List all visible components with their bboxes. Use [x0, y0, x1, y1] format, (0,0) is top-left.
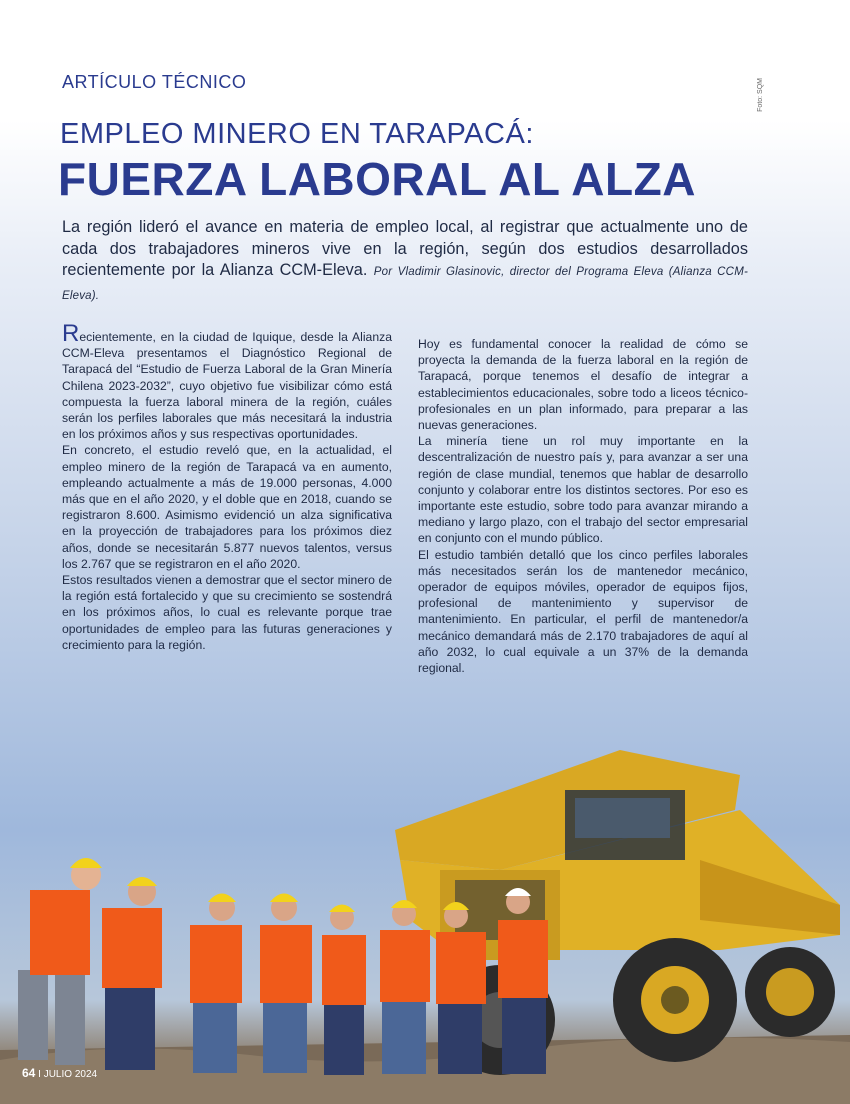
page-number: 64 — [22, 1066, 36, 1080]
paragraph-text: ecientemente, en la ciudad de Iquique, desde la Alianza CCM-Eleva presentamos el Diagnóstico Regional de Tarapacá del “Estudio de Fuerza Laboral de la Gran Minería Chilena 2023-2032”, cuyo objetivo fue visibilizar cómo está compuesta la fuerza laboral minera de la región, cuáles serán los perfiles laborales que más necesitará la industria en los próximos años y sus respectivas oportunidades. — [62, 330, 392, 442]
article-kicker: EMPLEO MINERO EN TARAPACÁ: — [60, 118, 534, 150]
page-footer — [22, 1066, 97, 1080]
paragraph: Estos resultados vienen a demostrar que el sector minero de la región está fortalecido y que su crecimiento se sostendrá en los próximos años, lo cual es relevante porque trae oportunidades de empleo para las futuras generaciones y crecimiento para la región. — [62, 573, 392, 652]
dropcap: R — [62, 320, 80, 347]
lead-text: La región lideró el avance en materia de empleo local, al registrar que actualmente uno de cada dos trabajadores mineros vive en la región, según dos estudios desarrollados recientemente por la Alianza CCM-Eleva. — [62, 218, 748, 279]
paragraph — [62, 320, 392, 442]
worker — [322, 905, 366, 1076]
worker — [260, 894, 312, 1074]
article-lead — [62, 217, 748, 307]
mining-photo — [0, 720, 850, 1104]
section-label: ARTÍCULO TÉCNICO — [62, 72, 247, 92]
issue-date: I JULIO 2024 — [38, 1069, 98, 1080]
paragraph: Hoy es fundamental conocer la realidad de cómo se proyecta la demanda de la fuerza laboral en la región de Tarapacá, porque tenemos el desafío de integrar a establecimientos educacionales, sobre todo a liceos técnico-profesionales en un plan informado, para preparar a las nuevas generaciones. — [418, 337, 748, 433]
body-column-left — [62, 320, 392, 653]
lead-byline: Por Vladimir Glasinovic, director del Programa Eleva (Alianza CCM-Eleva). — [62, 266, 748, 302]
photo-credit: Foto: SQM — [757, 78, 764, 112]
worker — [18, 858, 102, 1065]
paragraph: En concreto, el estudio reveló que, en la actualidad, el empleo minero de la región de Tarapacá va en aumento, empleando actualmente a más de 19.000 personas, 4.000 más que en el año 2020, y el doble que en 2018, cuando se registraron 8.600. Asimismo evidenció un alza significativa en la proyección de trabajadores para los próximos diez años, donde se necesitarán 5.877 nuevos talentos, versus los 2.767 que se registraron en el año 2020. — [62, 443, 392, 571]
article-headline: FUERZA LABORAL AL ALZA — [58, 153, 696, 205]
worker — [190, 894, 242, 1074]
paragraph: El estudio también detalló que los cinco perfiles laborales más necesitados serán los de mantenedor mecánico, operador de equipos móviles, operador de equipos fijos, profesional de mantenimiento y supervisor de mantenimiento. En particular, el perfil de mantenedor/a mecánico demandará más de 2.170 trabajadores de aquí al año 2032, lo cual equivale a un 37% de la demanda regional. — [418, 547, 748, 676]
paragraph: La minería tiene un rol muy importante en la descentralización de nuestro país y, para avanzar a ser una región de clase mundial, tenemos que hablar de desarrollo conjunto y colaborar entre los distintos sectores. Por eso es importante este estudio, sobre todo para avanzar mirando a mediano y largo plazo, con el trabajo del sector empresarial en conjunto con el mundo público. — [418, 434, 748, 546]
worker — [102, 877, 162, 1070]
body-column-right — [418, 336, 748, 676]
